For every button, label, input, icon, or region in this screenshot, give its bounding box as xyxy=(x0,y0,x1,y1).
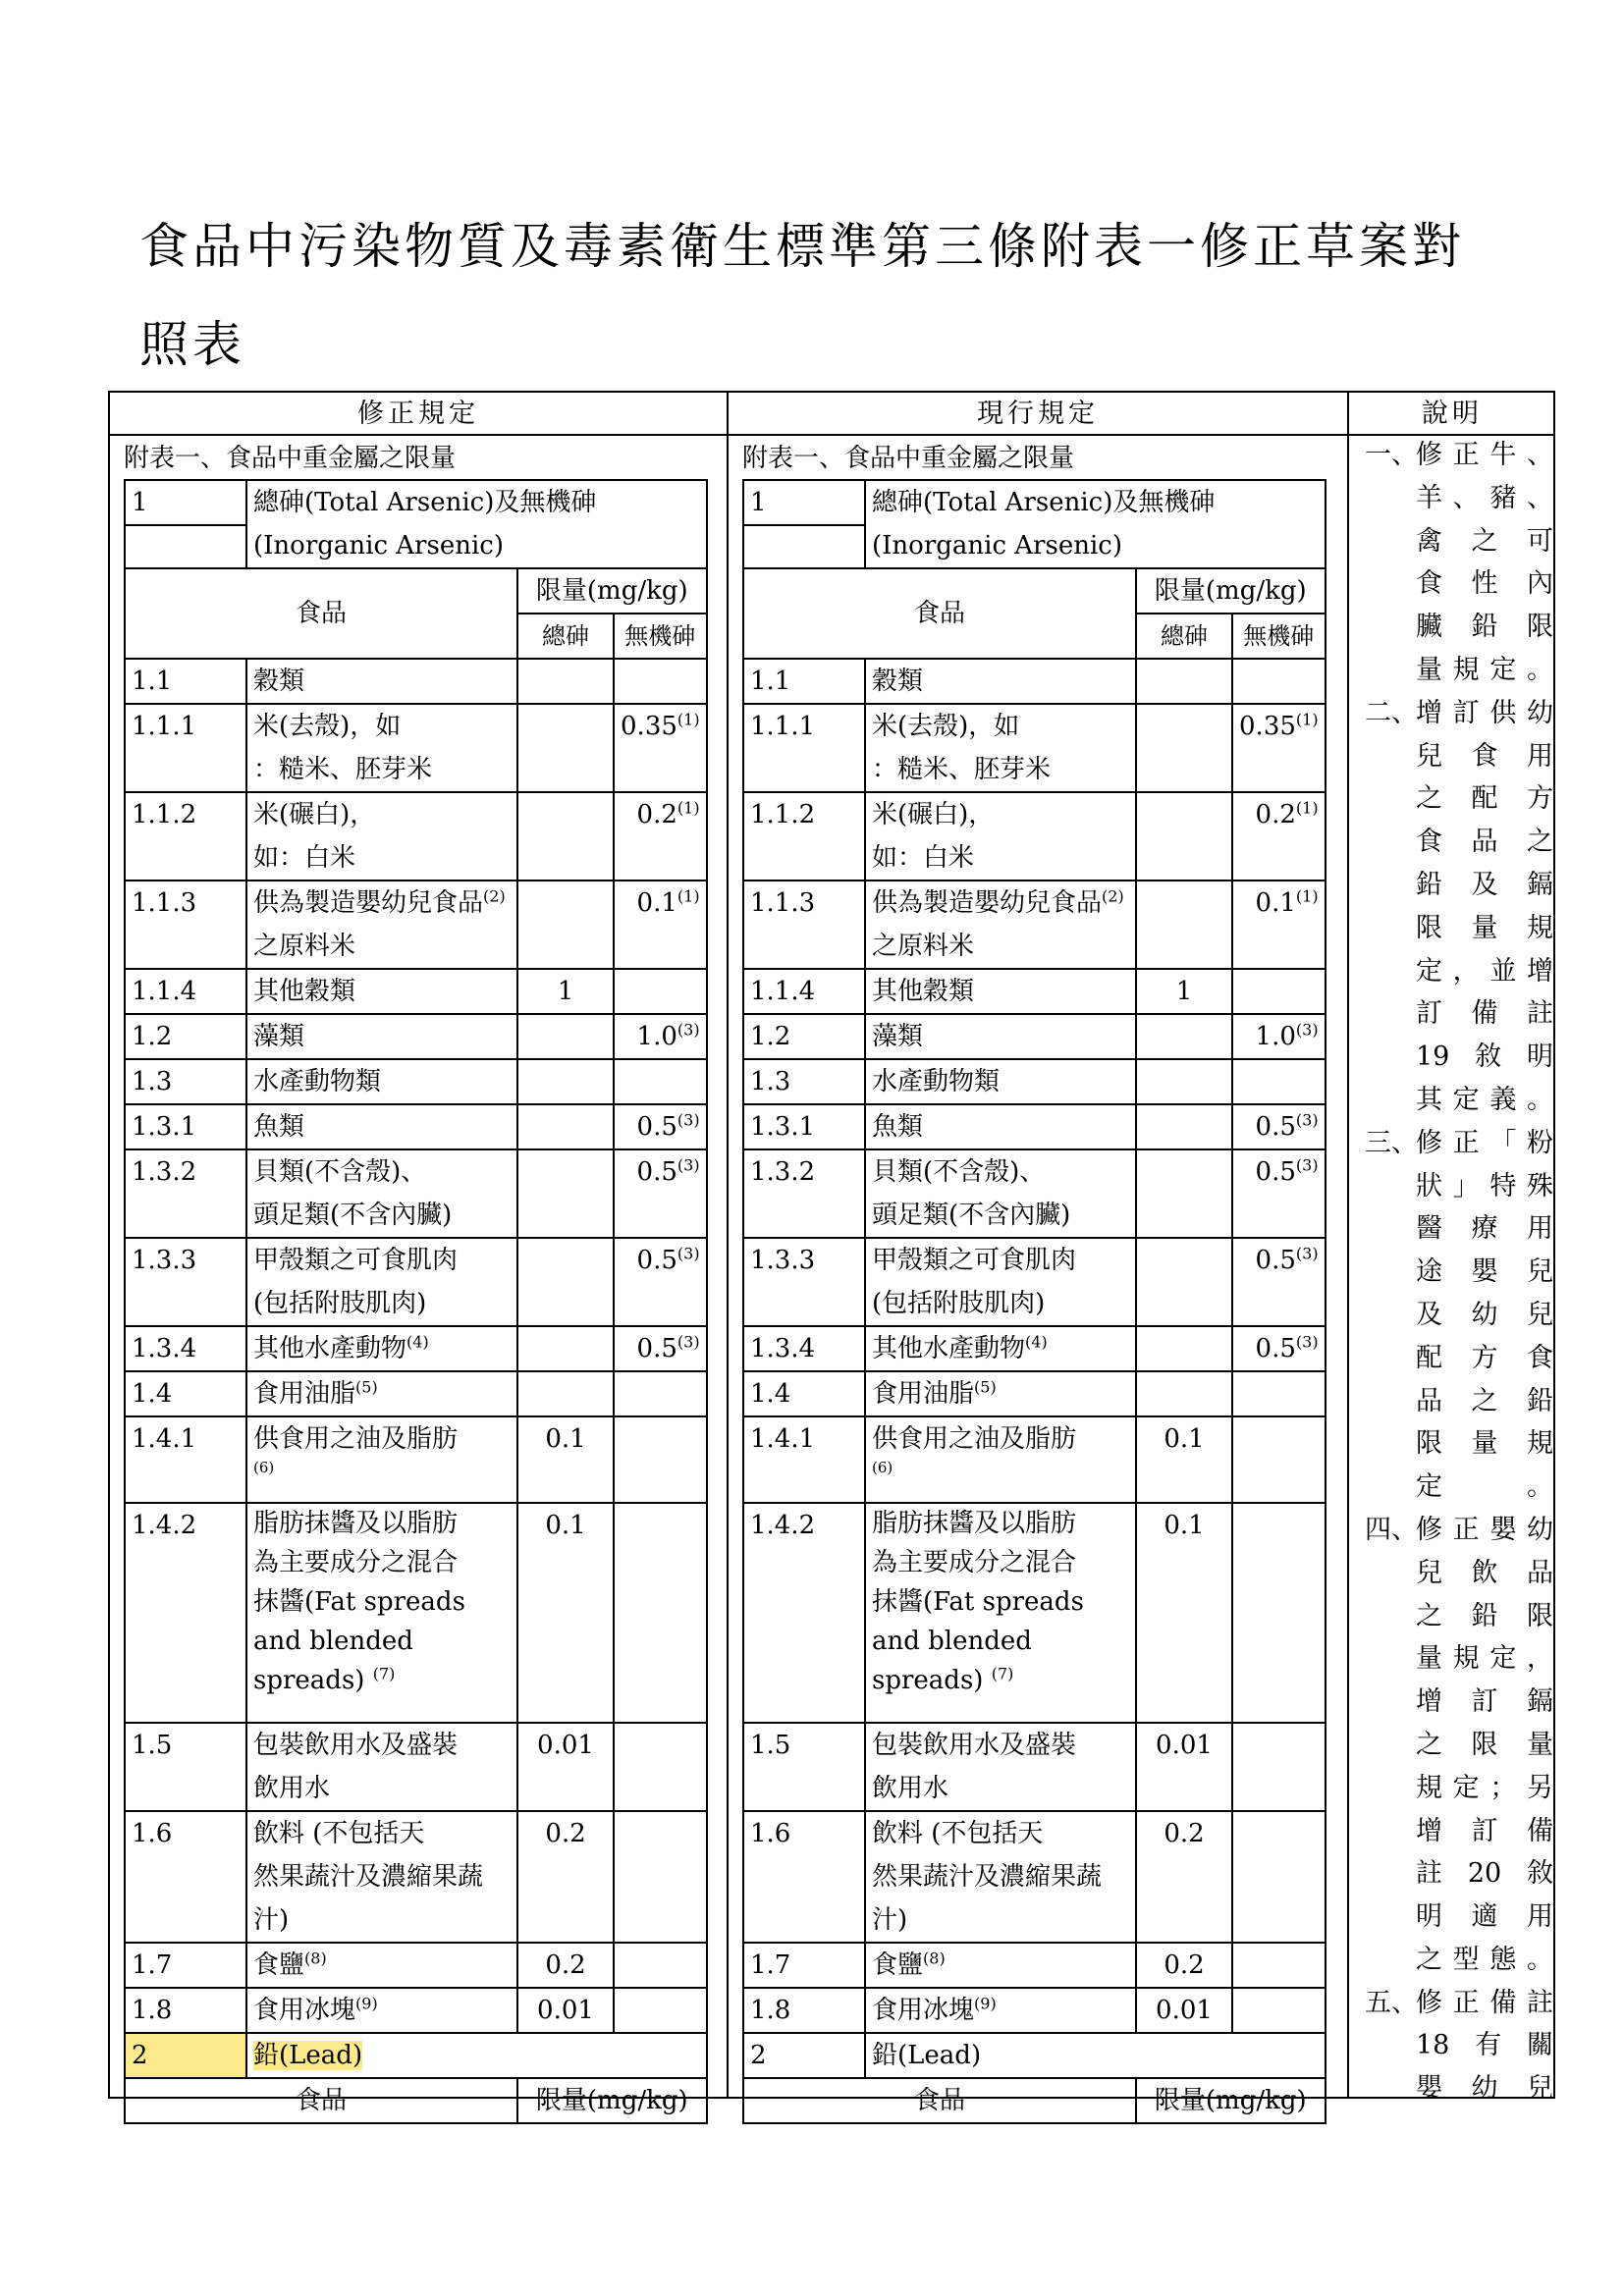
food-name: 食用油脂$^{(5)}$ xyxy=(246,1371,517,1416)
note-line: 羊、豬、 xyxy=(1416,482,1553,513)
table-row xyxy=(125,969,707,1014)
table-row xyxy=(743,1149,1326,1238)
table-row xyxy=(125,1371,707,1416)
food-name: 包裝飲用水及盛裝 飲用水 xyxy=(246,1723,517,1811)
item-number: 1.8 xyxy=(125,1988,246,2033)
inorganic-arsenic-value xyxy=(1232,1371,1326,1416)
food-name: 米(去殼)，如 ：糙米、胚芽米 xyxy=(865,704,1136,792)
food-name: 米(碾白)， 如：白米 xyxy=(246,792,517,881)
table-row xyxy=(125,1059,707,1104)
inorganic-arsenic-value xyxy=(1232,1943,1326,1988)
inorganic-arsenic-value: 0.1$^{(1)}$ xyxy=(1232,881,1326,969)
food-name: 米(碾白)， 如：白米 xyxy=(865,792,1136,881)
table-row xyxy=(743,969,1326,1014)
item-number: 1.3.1 xyxy=(743,1104,865,1149)
table-row xyxy=(125,792,707,881)
inorganic-arsenic-value: 1.0$^{(3)}$ xyxy=(614,1014,707,1059)
food-name: 其他水產動物$^{(4)}$ xyxy=(246,1326,517,1371)
item-number: 1.4.2 xyxy=(743,1503,865,1723)
food-name: 藻類 xyxy=(865,1014,1136,1059)
inorganic-arsenic-header: 無機砷 xyxy=(614,614,707,659)
note-line: 修正牛、 xyxy=(1416,440,1553,470)
item-number: 1.2 xyxy=(743,1014,865,1059)
item-number: 1.6 xyxy=(125,1811,246,1943)
table-row xyxy=(743,792,1326,881)
item-number: 1.1.4 xyxy=(125,969,246,1014)
table-row xyxy=(125,1238,707,1326)
inorganic-arsenic-value: 0.5$^{(3)}$ xyxy=(1232,1326,1326,1371)
food-name: 穀類 xyxy=(865,659,1136,704)
section-number: 1 xyxy=(743,480,865,525)
total-arsenic-value xyxy=(517,1149,614,1238)
inorganic-arsenic-value xyxy=(614,1943,707,1988)
item-number: 1.3.1 xyxy=(125,1104,246,1149)
total-arsenic-value: 0.01 xyxy=(1136,1723,1232,1811)
total-arsenic-value xyxy=(1136,1059,1232,1104)
food-name: 水產動物類 xyxy=(865,1059,1136,1104)
inorganic-arsenic-value: 0.5$^{(3)}$ xyxy=(1232,1238,1326,1326)
table-row xyxy=(743,1014,1326,1059)
note-line: 狀」特殊 xyxy=(1416,1170,1553,1201)
item-number: 1.3 xyxy=(125,1059,246,1104)
table-row xyxy=(743,1943,1326,1988)
food-header: 食品 xyxy=(743,568,1136,659)
total-arsenic-value xyxy=(517,1104,614,1149)
inorganic-arsenic-value: 0.5$^{(3)}$ xyxy=(1232,1149,1326,1238)
item-number: 1.4 xyxy=(743,1371,865,1416)
note-number: 四、 xyxy=(1365,1514,1418,1545)
table-row xyxy=(125,704,707,792)
note-line: 增訂備 xyxy=(1416,1815,1553,1846)
item-number: 1.3.4 xyxy=(125,1326,246,1371)
food-header: 食品 xyxy=(743,2078,1136,2123)
note-line: 之限量 xyxy=(1416,1729,1553,1760)
food-name: 供食用之油及脂肪 (6) xyxy=(865,1416,1136,1503)
inorganic-arsenic-value: 0.5$^{(3)}$ xyxy=(614,1149,707,1238)
table-row xyxy=(125,1723,707,1811)
item-number: 1.1.1 xyxy=(743,704,865,792)
item-number: 1.7 xyxy=(125,1943,246,1988)
inorganic-arsenic-value: 0.5$^{(3)}$ xyxy=(1232,1104,1326,1149)
note-line: 18有關 xyxy=(1416,2030,1553,2061)
total-arsenic-value xyxy=(1136,1104,1232,1149)
item-number: 1.1 xyxy=(743,659,865,704)
inorganic-arsenic-header: 無機砷 xyxy=(1232,614,1326,659)
inorganic-arsenic-value xyxy=(614,1723,707,1811)
annex-title-current: 附表一、食品中重金屬之限量 xyxy=(742,444,1075,473)
inorganic-arsenic-value xyxy=(614,1371,707,1416)
inorganic-arsenic-value xyxy=(1232,1503,1326,1723)
food-name: 食鹽$^{(8)}$ xyxy=(246,1943,517,1988)
note-number: 三、 xyxy=(1365,1127,1418,1158)
explanation-note xyxy=(1357,1509,1553,1982)
total-arsenic-value xyxy=(1136,1371,1232,1416)
table-row xyxy=(743,659,1326,704)
food-name: 貝類(不含殼)、 頭足類(不含內臟) xyxy=(246,1149,517,1238)
note-line: 臟鉛限 xyxy=(1416,612,1553,643)
column-header-explanation: 說明 xyxy=(1422,399,1483,429)
note-line: 其定義。 xyxy=(1416,1084,1553,1115)
inorganic-arsenic-value xyxy=(1232,659,1326,704)
food-name: 水產動物類 xyxy=(246,1059,517,1104)
inorganic-arsenic-value: 1.0$^{(3)}$ xyxy=(1232,1014,1326,1059)
inorganic-arsenic-value xyxy=(1232,1059,1326,1104)
inorganic-arsenic-value: 0.2$^{(1)}$ xyxy=(614,792,707,881)
limit-header: 限量(mg/kg) xyxy=(517,2078,707,2123)
note-line: 修正備註 xyxy=(1416,1987,1553,2018)
note-line: 增訂供幼 xyxy=(1416,697,1553,728)
note-number: 五、 xyxy=(1365,1987,1418,2018)
table-row xyxy=(743,1988,1326,2033)
total-arsenic-value: 0.1 xyxy=(517,1416,614,1503)
annex-title-revised: 附表一、食品中重金屬之限量 xyxy=(124,444,457,473)
food-name: 飲料 (不包括天 然果蔬汁及濃縮果蔬汁) xyxy=(246,1811,517,1943)
explanation-notes xyxy=(1357,434,1553,2110)
total-arsenic-value xyxy=(517,704,614,792)
item-number: 1.7 xyxy=(743,1943,865,1988)
item-number: 1.6 xyxy=(743,1811,865,1943)
table-row xyxy=(125,659,707,704)
table-row xyxy=(743,704,1326,792)
food-name: 甲殼類之可食肌肉 (包括附肢肌肉) xyxy=(865,1238,1136,1326)
item-number: 1.3 xyxy=(743,1059,865,1104)
total-arsenic-value: 0.01 xyxy=(517,1988,614,2033)
column-header-revised: 修正規定 xyxy=(357,399,479,429)
item-number: 1.5 xyxy=(125,1723,246,1811)
food-name: 食用冰塊$^{(9)}$ xyxy=(865,1988,1136,2033)
note-line: 定，並增 xyxy=(1416,955,1553,987)
document-title-line-1: 食品中污染物質及毒素衛生標準第三條附表一修正草案對 xyxy=(139,218,1465,275)
explanation-note xyxy=(1357,1122,1553,1509)
item-number: 1.1 xyxy=(125,659,246,704)
food-name: 魚類 xyxy=(246,1104,517,1149)
total-arsenic-value: 0.1 xyxy=(1136,1503,1232,1723)
note-line: 19敘明 xyxy=(1416,1041,1553,1073)
note-line: 限量規 xyxy=(1416,912,1553,943)
item-number: 1.4.1 xyxy=(125,1416,246,1503)
table-row xyxy=(125,1503,707,1723)
item-number: 1.3.3 xyxy=(125,1238,246,1326)
item-number: 1.1.4 xyxy=(743,969,865,1014)
inorganic-arsenic-value: 0.35$^{(1)}$ xyxy=(1232,704,1326,792)
inorganic-arsenic-value: 0.1$^{(1)}$ xyxy=(614,881,707,969)
table-row xyxy=(743,1059,1326,1104)
column-header-current: 現行規定 xyxy=(977,399,1099,429)
comparison-table xyxy=(108,391,1555,2115)
table-row xyxy=(125,881,707,969)
food-name: 飲料 (不包括天 然果蔬汁及濃縮果蔬汁) xyxy=(865,1811,1136,1943)
table-row xyxy=(125,1988,707,2033)
note-line: 量規定。 xyxy=(1416,654,1553,685)
section-name-arsenic: 總砷(Total Arsenic)及無機砷 (Inorganic Arsenic) xyxy=(865,480,1326,568)
food-header: 食品 xyxy=(125,568,517,659)
food-name: 藻類 xyxy=(246,1014,517,1059)
total-arsenic-value xyxy=(517,881,614,969)
column-divider xyxy=(727,393,729,2097)
note-line: 食性內 xyxy=(1416,568,1553,600)
total-arsenic-value: 0.2 xyxy=(517,1811,614,1943)
item-number: 1.5 xyxy=(743,1723,865,1811)
item-number: 1.8 xyxy=(743,1988,865,2033)
total-arsenic-value xyxy=(1136,1014,1232,1059)
table-row xyxy=(743,1503,1326,1723)
total-arsenic-value xyxy=(1136,704,1232,792)
column-divider xyxy=(1347,393,1349,2097)
table-row xyxy=(743,1104,1326,1149)
document-title-line-2: 照表 xyxy=(139,316,245,373)
inorganic-arsenic-value xyxy=(1232,1723,1326,1811)
food-name: 食用油脂$^{(5)}$ xyxy=(865,1371,1136,1416)
item-number: 1.4.2 xyxy=(125,1503,246,1723)
item-number: 1.1.2 xyxy=(125,792,246,881)
note-line: 之配方 xyxy=(1416,783,1553,815)
total-arsenic-value xyxy=(1136,1238,1232,1326)
note-line: 醫療用 xyxy=(1416,1213,1553,1245)
inorganic-arsenic-value xyxy=(1232,969,1326,1014)
note-line: 定。 xyxy=(1416,1471,1553,1503)
total-arsenic-value: 0.1 xyxy=(517,1503,614,1723)
inorganic-arsenic-value: 0.2$^{(1)}$ xyxy=(1232,792,1326,881)
note-line: 量規定， xyxy=(1416,1643,1553,1675)
food-name: 貝類(不含殼)、 頭足類(不含內臟) xyxy=(865,1149,1136,1238)
food-name: 供為製造嬰幼兒食品$^{(2)}$ 之原料米 xyxy=(246,881,517,969)
food-name: 供食用之油及脂肪 (6) xyxy=(246,1416,517,1503)
inorganic-arsenic-value: 0.5$^{(3)}$ xyxy=(614,1104,707,1149)
section-name-arsenic: 總砷(Total Arsenic)及無機砷 (Inorganic Arsenic) xyxy=(246,480,707,568)
total-arsenic-value xyxy=(517,1014,614,1059)
table-row xyxy=(125,1104,707,1149)
table-row xyxy=(125,1416,707,1503)
total-arsenic-value: 1 xyxy=(1136,969,1232,1014)
total-arsenic-value xyxy=(517,1371,614,1416)
total-arsenic-value xyxy=(1136,659,1232,704)
note-number: 一、 xyxy=(1365,440,1418,470)
total-arsenic-value: 0.01 xyxy=(517,1723,614,1811)
note-line: 兒飲品 xyxy=(1416,1557,1553,1588)
food-name: 脂肪抹醬及以脂肪 為主要成分之混合 抹醬(Fat spreads and blended spreads) $^{(7)}$ xyxy=(865,1503,1136,1723)
note-line: 增訂鎘 xyxy=(1416,1686,1553,1718)
food-name: 食鹽$^{(8)}$ xyxy=(865,1943,1136,1988)
note-line: 之鉛限 xyxy=(1416,1600,1553,1631)
item-number: 1.3.4 xyxy=(743,1326,865,1371)
total-arsenic-value xyxy=(1136,1326,1232,1371)
food-name: 供為製造嬰幼兒食品$^{(2)}$ 之原料米 xyxy=(865,881,1136,969)
limit-header: 限量(mg/kg) xyxy=(1136,2078,1326,2123)
item-number: 1.3.2 xyxy=(743,1149,865,1238)
total-arsenic-value: 0.1 xyxy=(1136,1416,1232,1503)
inorganic-arsenic-value xyxy=(1232,1416,1326,1503)
table-row xyxy=(743,1326,1326,1371)
total-arsenic-header: 總砷 xyxy=(517,614,614,659)
table-row xyxy=(125,1326,707,1371)
food-name: 其他水產動物$^{(4)}$ xyxy=(865,1326,1136,1371)
section-number: 1 xyxy=(125,480,246,525)
section-number: 2 xyxy=(125,2033,246,2078)
note-line: 及幼兒 xyxy=(1416,1299,1553,1330)
note-line: 配方食 xyxy=(1416,1342,1553,1373)
total-arsenic-value xyxy=(1136,881,1232,969)
section-name-lead: 鉛(Lead) xyxy=(246,2033,707,2078)
table-row xyxy=(743,881,1326,969)
food-name: 脂肪抹醬及以脂肪 為主要成分之混合 抹醬(Fat spreads and blended spreads) $^{(7)}$ xyxy=(246,1503,517,1723)
table-row xyxy=(125,1014,707,1059)
total-arsenic-value: 1 xyxy=(517,969,614,1014)
total-arsenic-value xyxy=(1136,792,1232,881)
food-name: 其他穀類 xyxy=(865,969,1136,1014)
inorganic-arsenic-value xyxy=(614,1416,707,1503)
total-arsenic-value xyxy=(517,1238,614,1326)
food-name: 甲殼類之可食肌肉 (包括附肢肌肉) xyxy=(246,1238,517,1326)
explanation-note xyxy=(1357,434,1553,692)
inorganic-arsenic-value xyxy=(614,1503,707,1723)
total-arsenic-value: 0.2 xyxy=(1136,1811,1232,1943)
total-arsenic-value xyxy=(517,659,614,704)
note-line: 修正嬰幼 xyxy=(1416,1514,1553,1545)
total-arsenic-value xyxy=(517,792,614,881)
food-name: 米(去殼)，如 ：糙米、胚芽米 xyxy=(246,704,517,792)
item-number: 1.3.2 xyxy=(125,1149,246,1238)
table-row xyxy=(743,1723,1326,1811)
explanation-note xyxy=(1357,1982,1553,2110)
note-line: 明適用 xyxy=(1416,1901,1553,1933)
note-line: 修正「粉 xyxy=(1416,1127,1553,1158)
limit-header: 限量(mg/kg) xyxy=(517,568,707,614)
note-line: 禽之可 xyxy=(1416,525,1553,557)
section-name-lead: 鉛(Lead) xyxy=(865,2033,1326,2078)
note-line: 之型態。 xyxy=(1416,1944,1553,1975)
explanation-note xyxy=(1357,692,1553,1122)
item-number: 1.3.3 xyxy=(743,1238,865,1326)
inorganic-arsenic-value xyxy=(614,1059,707,1104)
inorganic-arsenic-value xyxy=(614,969,707,1014)
table-row xyxy=(743,1811,1326,1943)
note-line: 訂備註 xyxy=(1416,998,1553,1030)
table-row xyxy=(743,1238,1326,1326)
item-number: 1.1.3 xyxy=(743,881,865,969)
note-line: 註20敘 xyxy=(1416,1858,1553,1890)
inorganic-arsenic-value xyxy=(1232,1811,1326,1943)
item-number: 1.1.1 xyxy=(125,704,246,792)
table-row xyxy=(125,1811,707,1943)
note-line: 規定；另 xyxy=(1416,1772,1553,1803)
table-row xyxy=(125,1149,707,1238)
limit-header: 限量(mg/kg) xyxy=(1136,568,1326,614)
note-line: 鉛及鎘 xyxy=(1416,869,1553,900)
food-name: 魚類 xyxy=(865,1104,1136,1149)
note-line: 兒食用 xyxy=(1416,740,1553,772)
inorganic-arsenic-value: 0.35$^{(1)}$ xyxy=(614,704,707,792)
table-row xyxy=(743,1416,1326,1503)
inorganic-arsenic-value xyxy=(614,659,707,704)
section-number: 2 xyxy=(743,2033,865,2078)
total-arsenic-value xyxy=(517,1326,614,1371)
table-row xyxy=(743,1371,1326,1416)
note-line: 食品之 xyxy=(1416,827,1553,858)
inorganic-arsenic-value xyxy=(614,1988,707,2033)
table-row xyxy=(125,1943,707,1988)
note-line: 限量規 xyxy=(1416,1428,1553,1460)
inorganic-arsenic-value xyxy=(614,1811,707,1943)
item-number: 1.2 xyxy=(125,1014,246,1059)
inorganic-arsenic-value: 0.5$^{(3)}$ xyxy=(614,1326,707,1371)
note-number: 二、 xyxy=(1365,697,1418,728)
food-name: 包裝飲用水及盛裝 飲用水 xyxy=(865,1723,1136,1811)
total-arsenic-value: 0.2 xyxy=(1136,1943,1232,1988)
total-arsenic-value xyxy=(1136,1149,1232,1238)
item-number: 1.1.3 xyxy=(125,881,246,969)
item-number: 1.4.1 xyxy=(743,1416,865,1503)
inorganic-arsenic-value: 0.5$^{(3)}$ xyxy=(614,1238,707,1326)
total-arsenic-header: 總砷 xyxy=(1136,614,1232,659)
total-arsenic-value: 0.2 xyxy=(517,1943,614,1988)
item-number: 1.1.2 xyxy=(743,792,865,881)
inorganic-arsenic-value xyxy=(1232,1988,1326,2033)
food-header: 食品 xyxy=(125,2078,517,2123)
item-number: 1.4 xyxy=(125,1371,246,1416)
note-line: 嬰幼兒 xyxy=(1416,2073,1553,2105)
total-arsenic-value xyxy=(517,1059,614,1104)
total-arsenic-value: 0.01 xyxy=(1136,1988,1232,2033)
note-line: 品之鉛 xyxy=(1416,1385,1553,1416)
food-name: 食用冰塊$^{(9)}$ xyxy=(246,1988,517,2033)
note-line: 途嬰兒 xyxy=(1416,1256,1553,1288)
food-name: 其他穀類 xyxy=(246,969,517,1014)
food-name: 穀類 xyxy=(246,659,517,704)
